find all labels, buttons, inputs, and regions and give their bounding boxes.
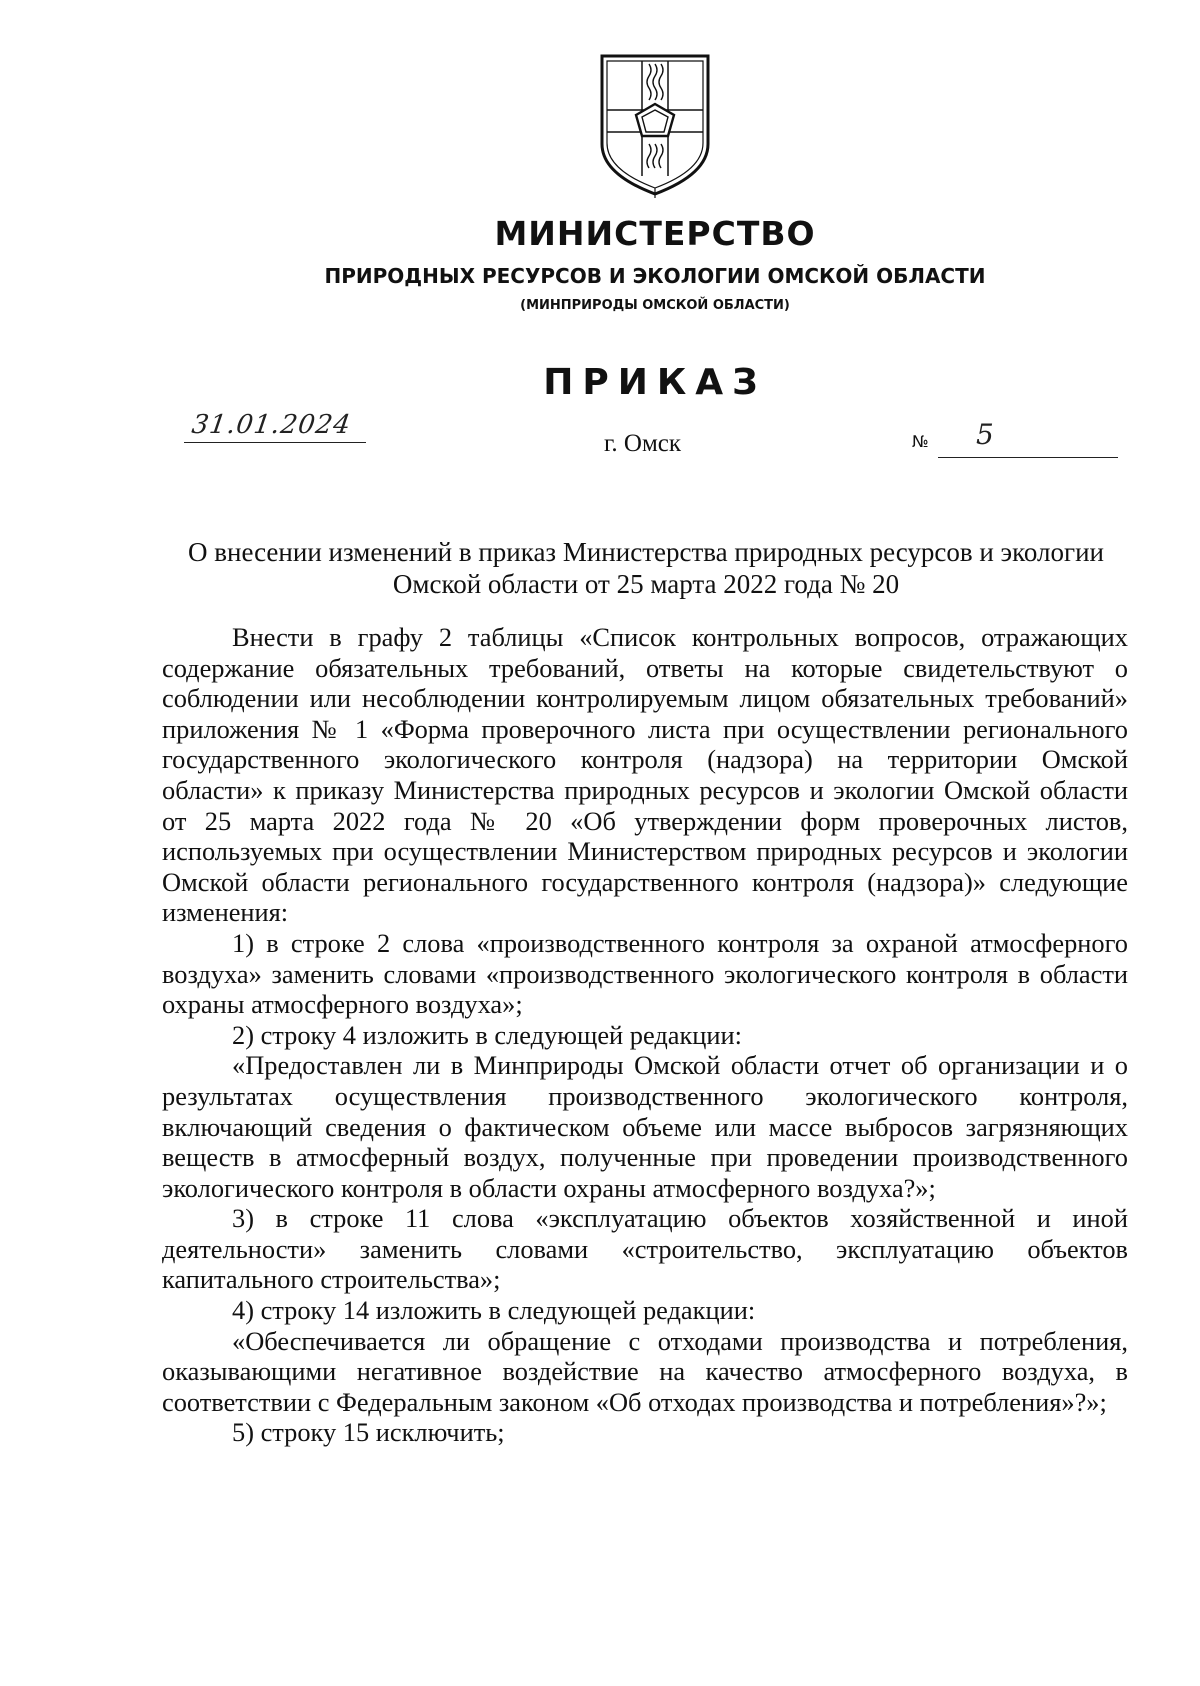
body-paragraph: 1) в строке 2 слова «производственного контроля за охраной атмосферного воздуха» заменить словами «производственного экологического контроля в области охраны атмосферного воздуха»; [162, 927, 1128, 1020]
document-subject: О внесении изменений в приказ Министерства природных ресурсов и экологии Омской области от 25 марта 2022 года № 20 [188, 537, 1104, 599]
ministry-title: МИНИСТЕРСТВО [494, 214, 816, 253]
body-paragraph: «Обеспечивается ли обращение с отходами производства и потребления, оказывающими негативное воздействие на качество атмосферного воздуха, в соответствии с Федеральным законом «Об отходах производства и потребления»?»; [162, 1325, 1128, 1417]
city-label: г. Омск [604, 430, 682, 457]
number-handwritten: 5 [976, 418, 994, 451]
body-paragraph: 3) в строке 11 слова «эксплуатацию объектов хозяйственной и иной деятельности» заменить словами «строительство, эксплуатацию объектов капитального строительства»; [162, 1203, 1128, 1295]
number-field [912, 418, 1118, 460]
coat-of-arms-icon [598, 52, 712, 198]
body-paragraph: 2) строку 4 изложить в следующей редакции: [232, 1019, 742, 1050]
body-paragraph: 4) строку 14 изложить в следующей редакции: [232, 1295, 756, 1326]
number-label: № [912, 432, 929, 451]
number-underline [938, 457, 1118, 458]
body-paragraph: Внести в графу 2 таблицы «Список контрольных вопросов, отражающих содержание обязательных требований, ответы на которые свидетельствуют о соблюдении или несоблюдении контролируемым лицом обязательных требований» приложения № 1 «Форма проверочного листа при осуществлении регионального государственного экологического контроля (надзора) на территории Омской области» к приказу Министерства природных ресурсов и экологии Омской области от 25 марта 2022 года № 20 «Об утверждении форм проверочных листов, используемых при осуществлении Министерством природных ресурсов и экологии Омской области регионального государственного контроля (надзора)» следующие изменения: [162, 622, 1128, 928]
date-handwritten: 31.01.2024 [189, 410, 353, 440]
document-body [162, 622, 1128, 1448]
date-field [184, 408, 366, 443]
ministry-short-name: (МИНПРИРОДЫ ОМСКОЙ ОБЛАСТИ) [520, 298, 790, 313]
ministry-subtitle: ПРИРОДНЫХ РЕСУРСОВ И ЭКОЛОГИИ ОМСКОЙ ОБЛАСТИ [324, 264, 986, 288]
document-type-title: ПРИКАЗ [543, 362, 767, 403]
body-paragraph: 5) строку 15 исключить; [232, 1417, 505, 1448]
body-paragraph: «Предоставлен ли в Минприроды Омской области отчет об организации и о результатах осуществления производственного экологического контроля, включающий сведения о фактическом объеме или массе выбросов загрязняющих веществ в атмосферный воздух, полученные при проведении производственного экологического контроля в области охраны атмосферного воздуха?»; [162, 1050, 1128, 1203]
